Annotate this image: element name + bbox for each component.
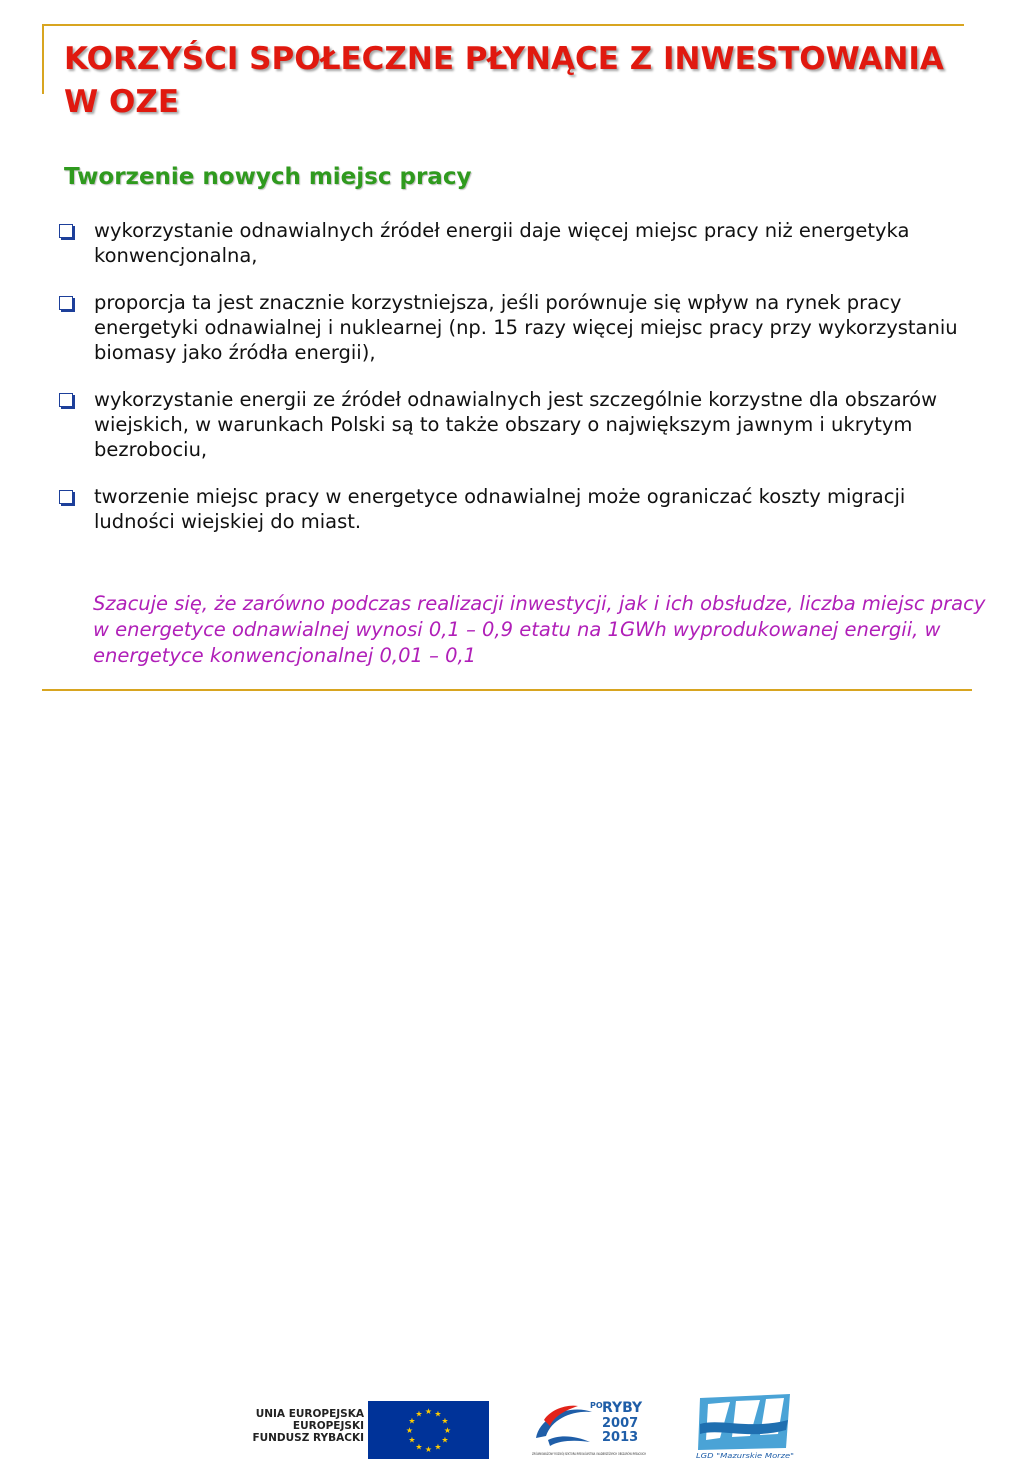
bullet-text: wykorzystanie odnawialnych źródeł energii daje więcej miejsc pracy niż energetyka konwencjonalna, (94, 219, 910, 267)
slide-subtitle: Tworzenie nowych miejsc pracy (64, 164, 472, 190)
eu-line: UNIA EUROPEJSKA (255, 1408, 364, 1420)
checkbox-bullet-icon (59, 393, 73, 407)
highlight-note: Szacuje się, że zarówno podczas realizacji inwestycji, jak i ich obsłudze, liczba miejsc pracy w energetyce odnawialnej wynosi 0,1 – 0,9 etatu na 1GWh wyprodukowanej energii, w energetyce konwencjonalnej 0,01 – 0,1 (93, 592, 986, 667)
ryby-po-label: PO (590, 1401, 603, 1410)
bullet-item (58, 218, 978, 268)
svg-text:★: ★ (405, 1426, 414, 1435)
footer-logos (0, 696, 1024, 1460)
svg-text:★: ★ (408, 1435, 416, 1445)
eu-line: FUNDUSZ RYBACKI (252, 1432, 364, 1444)
slide-title: KORZYŚCI SPOŁECZNE PŁYNĄCE Z INWESTOWANIA W OZE (64, 41, 944, 120)
bullet-item (58, 387, 978, 462)
bullet-text: proporcja ta jest znacznie korzystniejsza, jeśli porównuje się wpływ na rynek pracy energetyki odnawialnej i nuklearnej (np. 15 razy więcej miejsc pracy przy wykorzystaniu biomasy jako źródła energii), (94, 291, 958, 364)
ryby-name-label: RYBY (602, 1400, 643, 1416)
eu-line: EUROPEJSKI (292, 1420, 364, 1432)
checkbox-bullet-icon (59, 224, 73, 238)
lgd-mazurskie-morze-logo (690, 1390, 800, 1460)
po-ryby-logo (530, 1396, 706, 1460)
eu-flag-logo (368, 1401, 489, 1459)
left-rule (42, 24, 44, 94)
lgd-caption: LGD "Mazurskie Morze" (696, 1452, 794, 1460)
svg-text:★: ★ (415, 1442, 423, 1452)
svg-text:★: ★ (424, 1407, 433, 1416)
svg-text:★: ★ (408, 1416, 416, 1426)
svg-text:★: ★ (434, 1442, 442, 1452)
ryby-year-start: 2007 (602, 1416, 639, 1431)
svg-text:★: ★ (443, 1426, 452, 1435)
checkbox-bullet-icon (59, 490, 73, 504)
svg-text:★: ★ (441, 1416, 449, 1426)
top-rule (42, 24, 964, 26)
svg-text:★: ★ (441, 1435, 449, 1445)
ryby-year-end: 2013 (602, 1430, 639, 1445)
bottom-rule (42, 689, 972, 691)
bullet-text: tworzenie miejsc pracy w energetyce odnawialnej może ograniczać koszty migracji ludności wiejskiej do miast. (94, 485, 906, 533)
bullet-item (58, 484, 978, 534)
svg-text:★: ★ (434, 1409, 442, 1419)
bullet-item (58, 290, 978, 365)
ryby-caption: ZRÓWNOWAŻONY ROZWÓJ SEKTORA RYBOŁÓWSTWA I NADBRZEŻNYCH OBSZARÓW RYBACKICH (532, 1452, 706, 1456)
bullet-list (58, 218, 978, 556)
eu-fund-text (232, 1408, 364, 1444)
svg-text:★: ★ (415, 1409, 423, 1419)
checkbox-bullet-icon (59, 296, 73, 310)
bullet-text: wykorzystanie energii ze źródeł odnawialnych jest szczególnie korzystne dla obszarów wiejskich, w warunkach Polski są to także obszary o największym jawnym i ukrytym bezrobociu, (94, 388, 938, 461)
svg-text:★: ★ (424, 1445, 433, 1454)
